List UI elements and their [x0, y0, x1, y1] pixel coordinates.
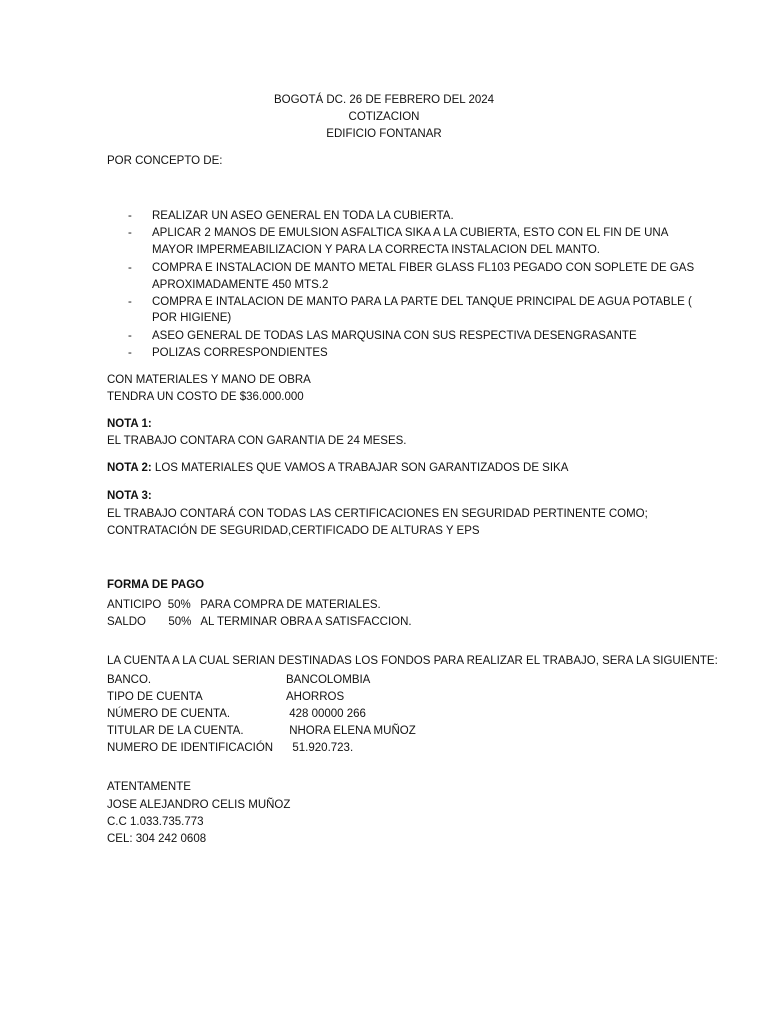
payment-balance: SALDO 50% AL TERMINAR OBRA A SATISFACCION.	[107, 616, 412, 628]
signer-phone: CEL: 304 242 0608	[107, 833, 207, 845]
list-item: REALIZAR UN ASEO GENERAL EN TODA LA CUBIERTA.	[152, 210, 454, 222]
signer-id: C.C 1.033.735.773	[107, 816, 204, 828]
list-item-dash: -	[128, 347, 132, 359]
nota3-line-1: EL TRABAJO CONTARÁ CON TODAS LAS CERTIFICACIONES EN SEGURIDAD PERTINENTE COMO;	[107, 508, 648, 520]
nota2-title: NOTA 2:	[107, 462, 152, 474]
account-number-value: 428 00000 266	[286, 708, 366, 720]
list-item-continuation: APROXIMADAMENTE 450 MTS.2	[152, 279, 329, 291]
bank-value: BANCOLOMBIA	[286, 674, 371, 686]
building-name: EDIFICIO FONTANAR	[326, 128, 442, 140]
list-item-continuation: MAYOR IMPERMEABILIZACION Y PARA LA CORRECTA INSTALACION DEL MANTO.	[152, 244, 600, 256]
list-item: POLIZAS CORRESPONDIENTES	[152, 347, 328, 359]
list-item-dash: -	[128, 262, 132, 274]
list-item-dash: -	[128, 227, 132, 239]
account-intro: LA CUENTA A LA CUAL SERIAN DESTINADAS LOS FONDOS PARA REALIZAR EL TRABAJO, SERA LA SIGUIENTE:	[107, 655, 718, 667]
account-number-label: NÚMERO DE CUENTA.	[107, 708, 231, 720]
list-item: APLICAR 2 MANOS DE EMULSION ASFALTICA SIKA A LA CUBIERTA, ESTO CON EL FIN DE UNA	[152, 227, 669, 239]
concept-label: POR CONCEPTO DE:	[107, 155, 223, 167]
list-item: ASEO GENERAL DE TODAS LAS MARQUSINA CON SUS RESPECTIVA DESENGRASANTE	[152, 330, 637, 342]
payment-advance: ANTICIPO 50% PARA COMPRA DE MATERIALES.	[107, 599, 381, 611]
bank-label: BANCO.	[107, 674, 152, 686]
cost-line-2: TENDRA UN COSTO DE $36.000.000	[107, 391, 304, 403]
account-type-value: AHORROS	[286, 691, 345, 703]
document-title: COTIZACION	[348, 111, 420, 123]
nota1-title: NOTA 1:	[107, 418, 152, 430]
list-item-dash: -	[128, 210, 132, 222]
account-holder-label: TITULAR DE LA CUENTA.	[107, 725, 244, 737]
list-item-dash: -	[128, 330, 132, 342]
payment-title: FORMA DE PAGO	[107, 579, 205, 591]
nota2-line	[107, 460, 568, 476]
id-number-label: NUMERO DE IDENTIFICACIÓN	[107, 742, 274, 754]
closing: ATENTAMENTE	[107, 781, 191, 793]
account-type-label: TIPO DE CUENTA	[107, 691, 203, 703]
nota3-title: NOTA 3:	[107, 490, 152, 502]
id-number-value: 51.920.723.	[286, 742, 354, 754]
account-holder-value: NHORA ELENA MUÑOZ	[286, 725, 416, 737]
document-date: BOGOTÁ DC. 26 DE FEBRERO DEL 2024	[273, 94, 495, 106]
nota1-text: EL TRABAJO CONTARA CON GARANTIA DE 24 MESES.	[107, 435, 407, 447]
nota3-line-2: CONTRATACIÓN DE SEGURIDAD,CERTIFICADO DE ALTURAS Y EPS	[107, 525, 480, 537]
list-item-continuation: POR HIGIENE)	[152, 312, 232, 324]
nota2-text: LOS MATERIALES QUE VAMOS A TRABAJAR SON GARANTIZADOS DE SIKA	[151, 462, 569, 474]
list-item: COMPRA E INSTALACION DE MANTO METAL FIBER GLASS FL103 PEGADO CON SOPLETE DE GAS	[152, 262, 695, 274]
list-item: COMPRA E INTALACION DE MANTO PARA LA PARTE DEL TANQUE PRINCIPAL DE AGUA POTABLE (	[152, 296, 692, 308]
cost-line-1: CON MATERIALES Y MANO DE OBRA	[107, 374, 311, 386]
signer-name: JOSE ALEJANDRO CELIS MUÑOZ	[107, 799, 291, 811]
list-item-dash: -	[128, 296, 132, 308]
